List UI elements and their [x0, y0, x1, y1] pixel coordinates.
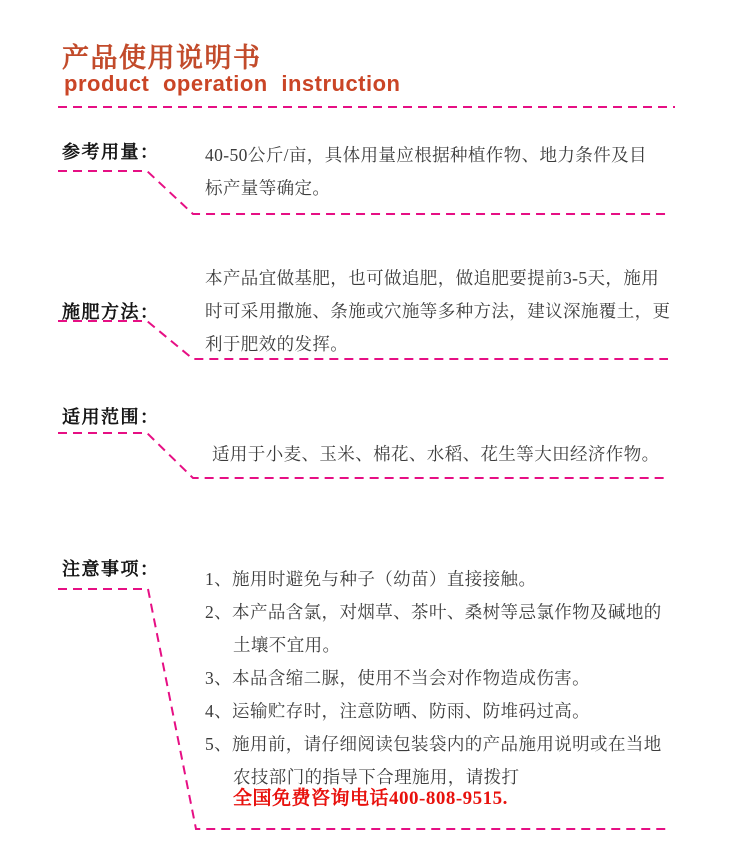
body-line: 本产品宜做基肥，也可做追肥，做追肥要提前3-5天，施用 [205, 268, 660, 288]
section-body-scope [212, 438, 660, 471]
body-line: 40-50公斤/亩，具体用量应根据种植作物、地力条件及目 [205, 145, 647, 165]
precaution-item-3: 3、本品含缩二脲，使用不当会对作物造成伤害。 [205, 668, 591, 688]
precaution-item-5-cont: 农技部门的指导下合理施用，请拨打 [233, 767, 520, 787]
precaution-item-1: 1、施用时避免与种子（幼苗）直接接触。 [205, 569, 537, 589]
section-label-dosage: 参考用量： [62, 142, 160, 162]
section-body-method [205, 262, 670, 361]
body-line: 利于肥效的发挥。 [205, 334, 349, 354]
section-label-method: 施肥方法： [62, 302, 160, 322]
precaution-item-2-cont: 土壤不宜用。 [233, 635, 341, 655]
precaution-item-2: 2、本产品含氯，对烟草、茶叶、桑树等忌氯作物及碱地的 [205, 602, 662, 622]
section-label-precautions: 注意事项： [62, 559, 160, 579]
body-line: 适用于小麦、玉米、棉花、水稻、花生等大田经济作物。 [212, 444, 660, 464]
precaution-item-4: 4、运输贮存时，注意防晒、防雨、防堆码过高。 [205, 701, 591, 721]
body-line: 标产量等确定。 [205, 178, 331, 198]
body-line: 时可采用撒施、条施或穴施等多种方法，建议深施覆土，更 [205, 301, 671, 321]
page-subtitle: product operation instruction [64, 71, 401, 96]
section-body-precautions [205, 563, 662, 794]
section-body-dosage [205, 139, 647, 205]
hotline-phone-text: 全国免费咨询电话400-808-9515. [233, 788, 508, 809]
page-title: 产品使用说明书 [62, 43, 262, 73]
precaution-item-5: 5、施用前，请仔细阅读包装袋内的产品施用说明或在当地 [205, 734, 662, 754]
section-label-scope: 适用范围： [62, 407, 160, 427]
